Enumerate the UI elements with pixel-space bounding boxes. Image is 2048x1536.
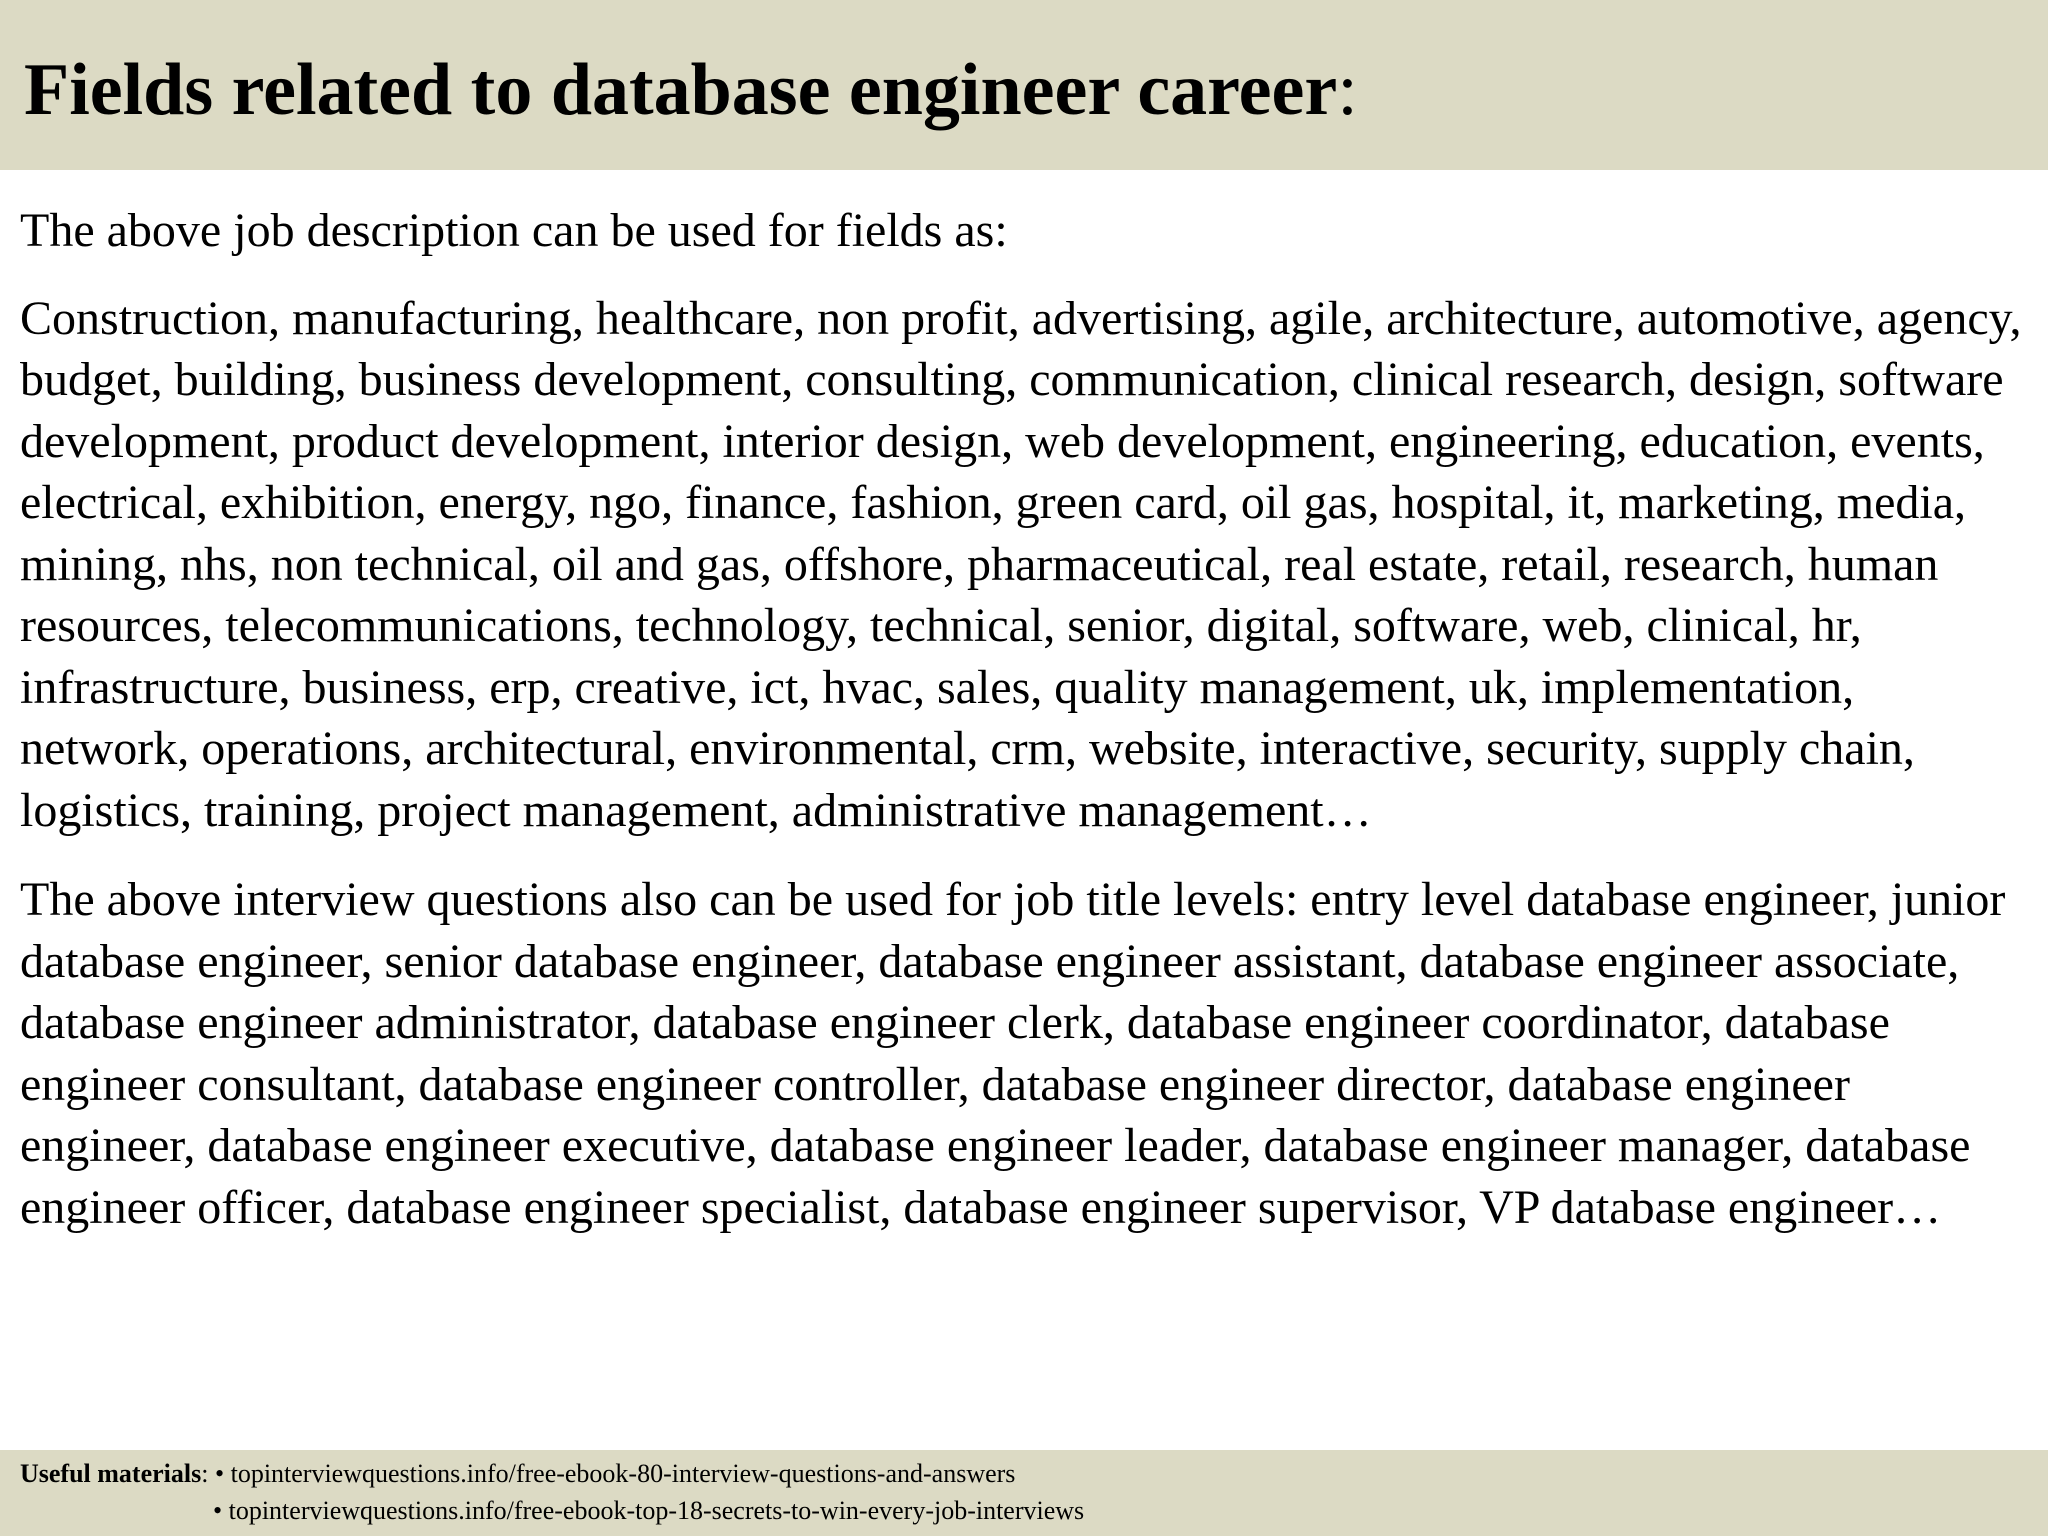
footer-link-1[interactable]: topinterviewquestions.info/free-ebook-80-interview-questions-and-answers bbox=[230, 1459, 1016, 1488]
footer-bullet: • bbox=[213, 1496, 229, 1525]
footer-bullet: • bbox=[214, 1459, 231, 1488]
title-band bbox=[0, 0, 2048, 170]
footer-line-1 bbox=[20, 1456, 1015, 1492]
footer-separator: : bbox=[201, 1459, 215, 1488]
slide-title-text: Fields related to database engineer career bbox=[24, 49, 1338, 131]
useful-materials-label: Useful materials bbox=[20, 1459, 202, 1488]
slide-title-colon: : bbox=[1337, 49, 1358, 131]
footer-link-2[interactable]: topinterviewquestions.info/free-ebook-top-18-secrets-to-win-every-job-interviews bbox=[228, 1496, 1085, 1525]
footer-line-2 bbox=[213, 1493, 1084, 1529]
footer-band bbox=[0, 1450, 2048, 1536]
slide-body bbox=[20, 200, 2030, 1238]
intro-paragraph: The above job description can be used for fields as: bbox=[20, 204, 1008, 257]
slide-title bbox=[24, 46, 1358, 134]
job-levels-paragraph: The above interview questions also can be used for job title levels: entry level database engineer, junior database engineer, senior database engineer, database engineer assistant, database engineer associate, database engineer administrator, database engineer clerk, database engineer coordinator, database engineer consultant, database engineer controller, database engineer director, database engineer engineer, database engineer executive, database engineer leader, database engineer manager, database engineer officer, database engineer specialist, database engineer supervisor, VP database engineer… bbox=[20, 873, 2006, 1234]
fields-paragraph: Construction, manufacturing, healthcare, non profit, advertising, agile, architecture, automotive, agency, budget, building, business development, consulting, communication, clinical research, design, software development, product development, interior design, web development, engineering, education, events, electrical, exhibition, energy, ngo, finance, fashion, green card, oil gas, hospital, it, marketing, media, mining, nhs, non technical, oil and gas, offshore, pharmaceutical, real estate, retail, research, human resources, telecommunications, technology, technical, senior, digital, software, web, clinical, hr, infrastructure, business, erp, creative, ict, hvac, sales, quality management, uk, implementation, network, operations, architectural, environmental, crm, website, interactive, security, supply chain, logistics, training, project management, administrative management… bbox=[20, 291, 2022, 837]
